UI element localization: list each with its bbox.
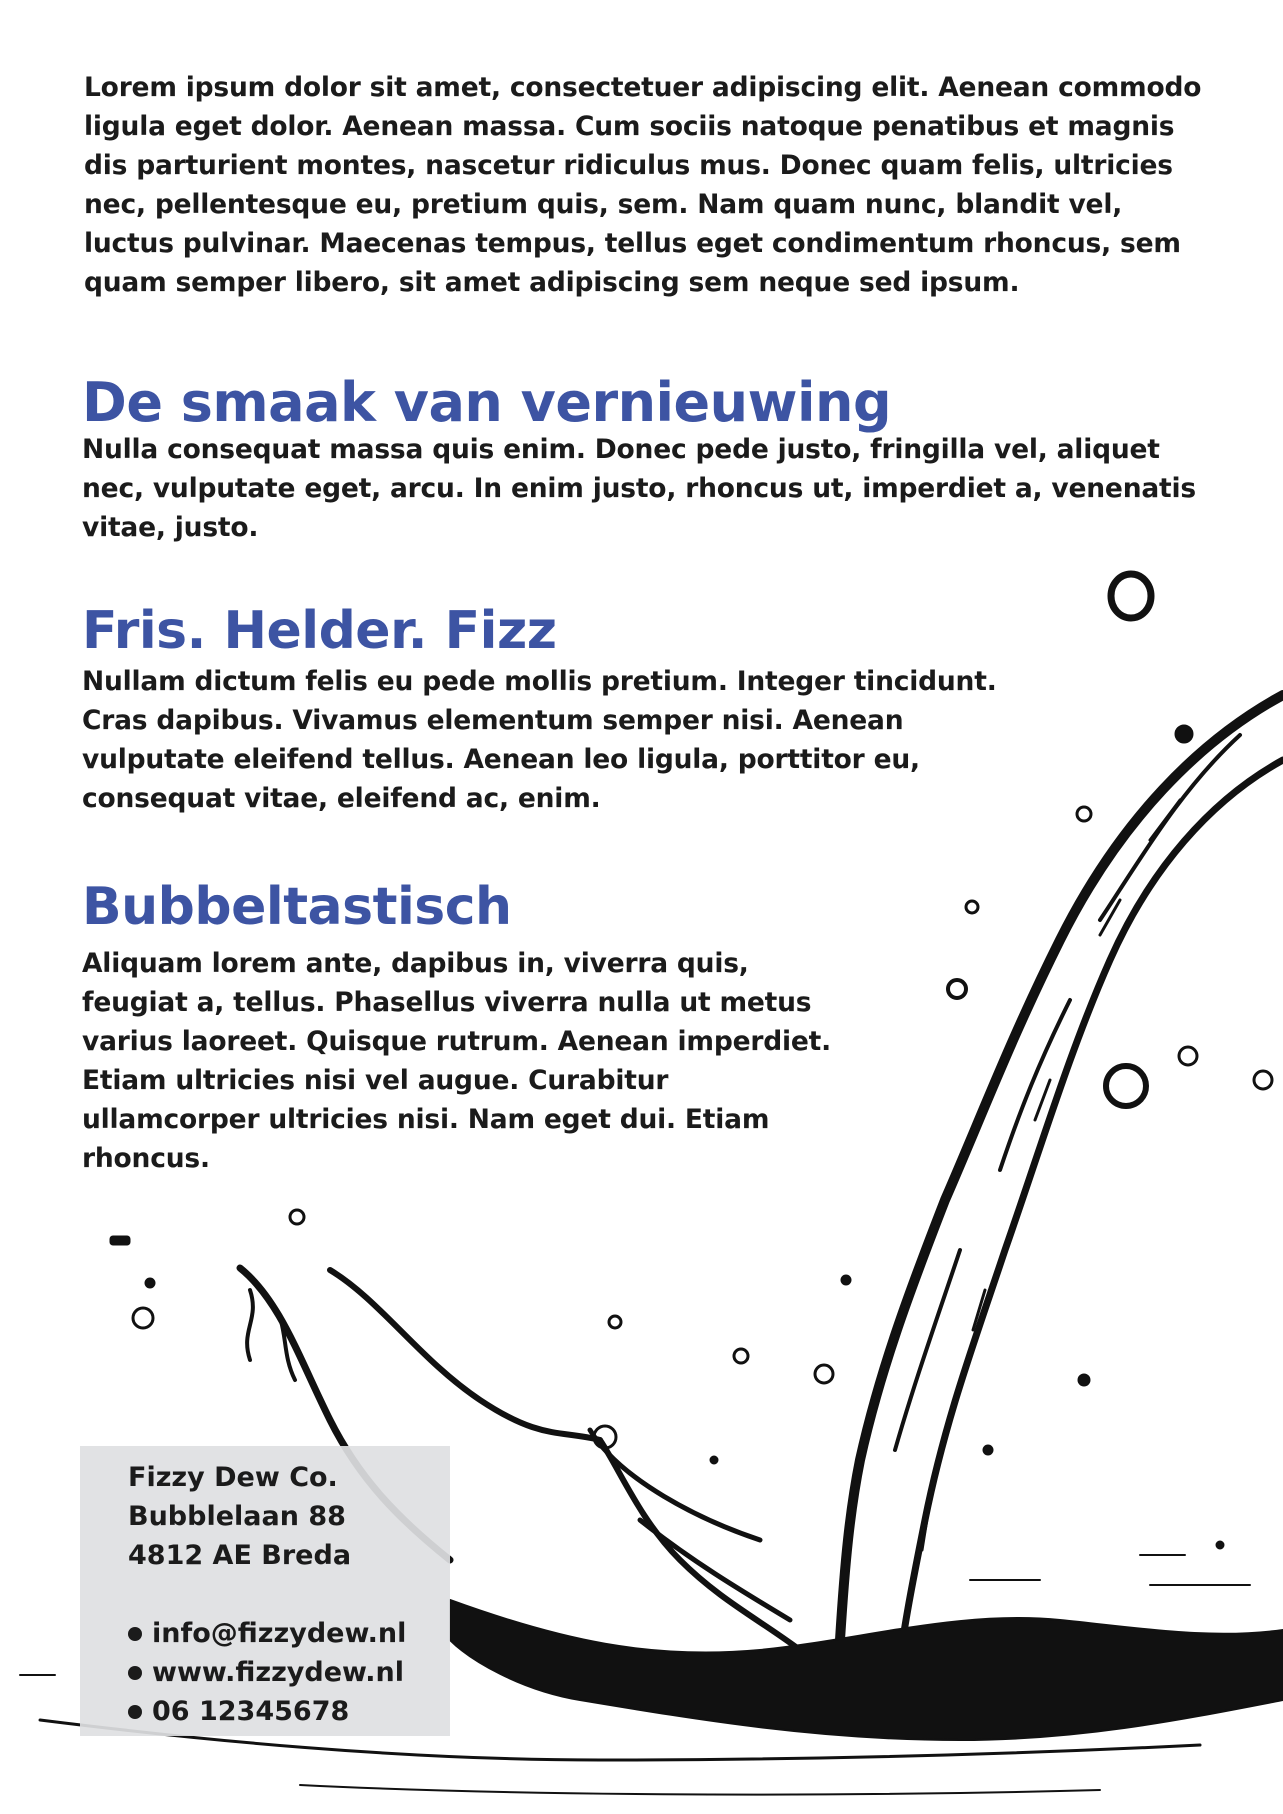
section-heading-2: Fris. Helder. Fizz [82, 601, 557, 661]
street-address: Bubblelaan 88 [128, 1501, 346, 1532]
company-name: Fizzy Dew Co. [128, 1462, 338, 1493]
section-body-2: Nullam dictum felis eu pede mollis pretium. Integer tincidunt. Cras dapibus. Vivamus elementum semper nisi. Aenean vulputate eleifend tellus. Aenean leo ligula, porttitor eu, consequat vitae, eleifend ac, enim. [82, 666, 997, 814]
section-heading-1: De smaak van vernieuwing [82, 371, 892, 434]
contact-spacer [128, 1575, 406, 1614]
bullet-icon [128, 1705, 142, 1719]
website-link[interactable]: www.fizzydew.nl [152, 1657, 404, 1688]
email-link[interactable]: info@fizzydew.nl [152, 1618, 407, 1649]
website-item [128, 1653, 406, 1692]
city-address: 4812 AE Breda [128, 1540, 352, 1571]
phone-number[interactable]: 06 12345678 [152, 1696, 350, 1727]
bullet-icon [128, 1666, 142, 1680]
contact-box [80, 1446, 450, 1736]
email-item [128, 1614, 406, 1653]
section-heading-3: Bubbeltastisch [82, 877, 512, 937]
section-body-3: Aliquam lorem ante, dapibus in, viverra quis, feugiat a, tellus. Phasellus viverra nulla ut metus varius laoreet. Quisque rutrum. Aenean imperdiet. Etiam ultricies nisi vel augue. Curabitur ullamcorper ultricies nisi. Nam eget dui. Etiam rhoncus. [82, 948, 832, 1174]
intro-paragraph: Lorem ipsum dolor sit amet, consectetuer adipiscing elit. Aenean commodo ligula eget dolor. Aenean massa. Cum sociis natoque penatibus et magnis dis parturient montes, nascetur ridiculus mus. Donec quam felis, ultricies nec, pellentesque eu, pretium quis, sem. Nam quam nunc, blandit vel, luctus pulvinar. Maecenas tempus, tellus eget condimentum rhoncus, sem quam semper libero, sit amet adipiscing sem neque sed ipsum. [84, 72, 1202, 298]
contact-details [128, 1458, 406, 1731]
bullet-icon [128, 1627, 142, 1641]
section-body-1: Nulla consequat massa quis enim. Donec pede justo, fringilla vel, aliquet nec, vulputate eget, arcu. In enim justo, rhoncus ut, imperdiet a, venenatis vitae, justo. [82, 434, 1196, 543]
phone-item [128, 1692, 406, 1731]
